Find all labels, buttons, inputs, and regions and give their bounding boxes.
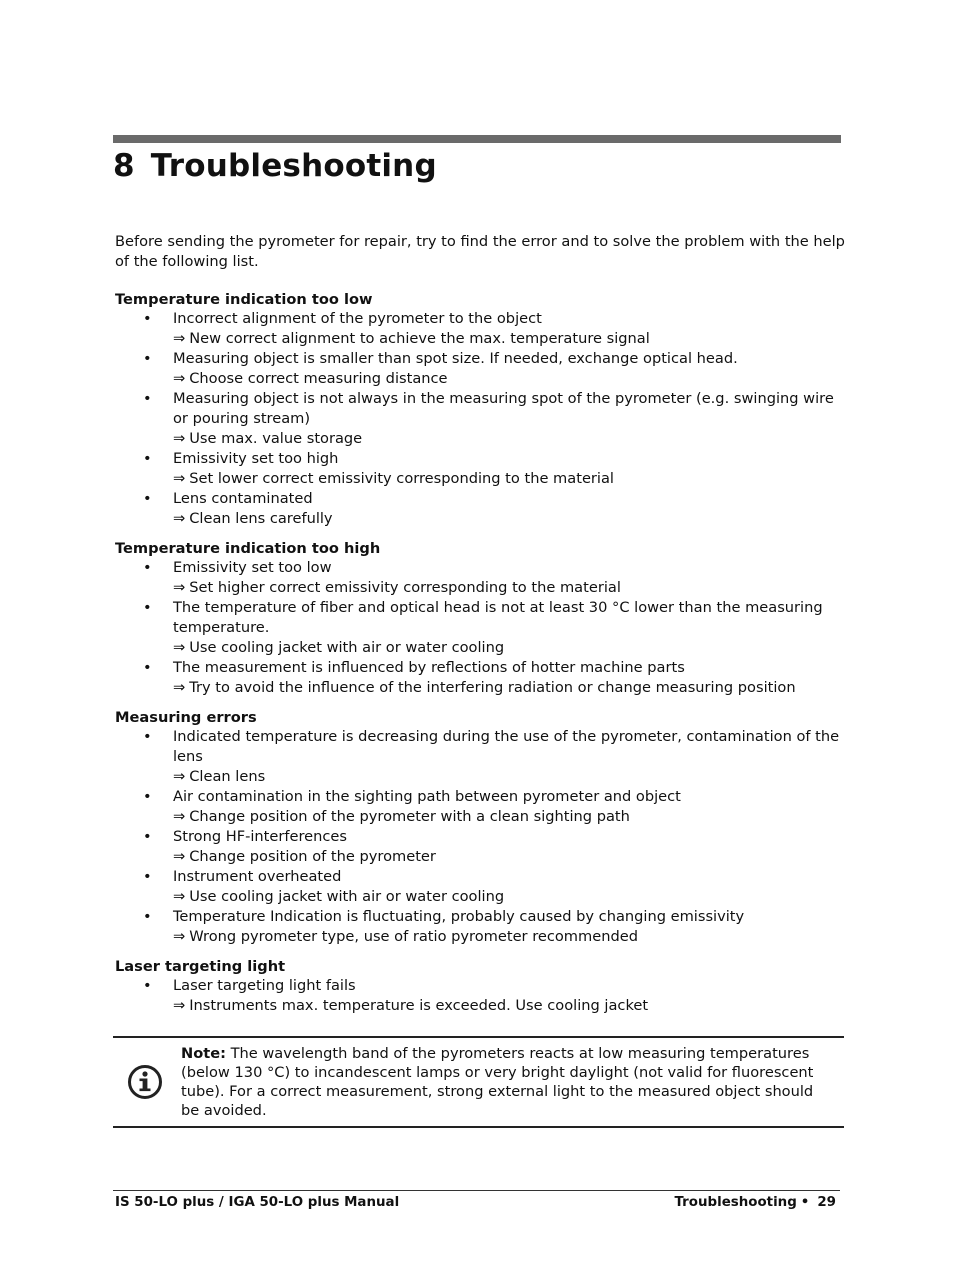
issue-remedy bbox=[173, 509, 845, 529]
issue-remedy bbox=[173, 638, 845, 658]
issue-item bbox=[115, 658, 845, 698]
issue-problem: The temperature of fiber and optical head is not at least 30 °C lower than the measuring temperature. bbox=[173, 599, 823, 636]
implies-arrow-icon: ⇒ bbox=[173, 679, 186, 696]
remedy-text: Use max. value storage bbox=[189, 430, 363, 447]
footer-section: Troubleshooting bbox=[674, 1195, 797, 1210]
issue-problem: Measuring object is smaller than spot size. If needed, exchange optical head. bbox=[173, 350, 738, 367]
info-icon bbox=[127, 1064, 163, 1100]
issue-remedy bbox=[173, 678, 845, 698]
issue-item bbox=[115, 907, 845, 947]
implies-arrow-icon: ⇒ bbox=[173, 997, 186, 1014]
remedy-text: Change position of the pyrometer with a clean sighting path bbox=[189, 808, 630, 825]
issue-remedy bbox=[173, 369, 845, 389]
issue-remedy bbox=[173, 927, 845, 947]
chapter-number: 8 bbox=[113, 148, 135, 184]
issue-item bbox=[115, 389, 845, 449]
issue-item bbox=[115, 727, 845, 787]
issue-problem: Emissivity set too high bbox=[173, 450, 339, 467]
implies-arrow-icon: ⇒ bbox=[173, 370, 186, 387]
issue-item bbox=[115, 787, 845, 827]
issue-item bbox=[115, 827, 845, 867]
issue-problem: Emissivity set too low bbox=[173, 559, 332, 576]
intro-paragraph: Before sending the pyrometer for repair, try to find the error and to solve the problem with the help of the following list. bbox=[115, 233, 845, 270]
section-title: Temperature indication too high bbox=[115, 540, 381, 557]
issue-remedy bbox=[173, 469, 845, 489]
bullet-icon: • bbox=[143, 659, 152, 676]
remedy-text: Instruments max. temperature is exceeded. Use cooling jacket bbox=[189, 997, 649, 1014]
bullet-icon: • bbox=[143, 977, 152, 994]
remedy-text: Choose correct measuring distance bbox=[189, 370, 448, 387]
issue-item bbox=[115, 449, 845, 489]
bullet-icon: • bbox=[143, 350, 152, 367]
section-title: Laser targeting light bbox=[115, 958, 286, 975]
issue-remedy bbox=[173, 847, 845, 867]
issue-problem: Laser targeting light fails bbox=[173, 977, 356, 994]
footer-separator: • bbox=[800, 1195, 810, 1210]
issue-item bbox=[115, 976, 845, 1016]
issue-item bbox=[115, 598, 845, 658]
issue-problem: Lens contaminated bbox=[173, 490, 313, 507]
implies-arrow-icon: ⇒ bbox=[173, 808, 186, 825]
implies-arrow-icon: ⇒ bbox=[173, 888, 186, 905]
issue-remedy bbox=[173, 807, 845, 827]
footer-manual-title: IS 50-LO plus / IGA 50-LO plus Manual bbox=[115, 1195, 400, 1210]
remedy-text: Clean lens carefully bbox=[189, 510, 333, 527]
issue-problem: The measurement is influenced by reflections of hotter machine parts bbox=[173, 659, 685, 676]
remedy-text: Set lower correct emissivity corresponding to the material bbox=[189, 470, 614, 487]
implies-arrow-icon: ⇒ bbox=[173, 848, 186, 865]
bullet-icon: • bbox=[143, 559, 152, 576]
footer-rule bbox=[113, 1190, 840, 1191]
note-body: The wavelength band of the pyrometers reacts at low measuring temperatures (below 130 °C) to incandescent lamps or very bright daylight (not valid for fluorescent tube). For a correct measurement, strong external light to the measured object should be avoided. bbox=[181, 1045, 814, 1119]
implies-arrow-icon: ⇒ bbox=[173, 470, 186, 487]
issue-item bbox=[115, 349, 845, 389]
implies-arrow-icon: ⇒ bbox=[173, 768, 186, 785]
issue-problem: Instrument overheated bbox=[173, 868, 342, 885]
issue-item bbox=[115, 489, 845, 529]
remedy-text: Set higher correct emissivity corresponding to the material bbox=[189, 579, 621, 596]
remedy-text: New correct alignment to achieve the max. temperature signal bbox=[189, 330, 650, 347]
note-box bbox=[113, 1036, 844, 1128]
issue-list bbox=[115, 727, 845, 947]
implies-arrow-icon: ⇒ bbox=[173, 430, 186, 447]
issue-problem: Temperature Indication is fluctuating, probably caused by changing emissivity bbox=[173, 908, 745, 925]
implies-arrow-icon: ⇒ bbox=[173, 330, 186, 347]
issue-remedy bbox=[173, 996, 845, 1016]
note-text bbox=[181, 1044, 836, 1120]
bullet-icon: • bbox=[143, 908, 152, 925]
implies-arrow-icon: ⇒ bbox=[173, 639, 186, 656]
remedy-text: Try to avoid the influence of the interfering radiation or change measuring position bbox=[189, 679, 796, 696]
issue-item bbox=[115, 558, 845, 598]
issue-remedy bbox=[173, 329, 845, 349]
issue-remedy bbox=[173, 429, 845, 449]
bullet-icon: • bbox=[143, 490, 152, 507]
section-title: Temperature indication too low bbox=[115, 291, 373, 308]
bullet-icon: • bbox=[143, 828, 152, 845]
issue-remedy bbox=[173, 767, 845, 787]
bullet-icon: • bbox=[143, 310, 152, 327]
section-title: Measuring errors bbox=[115, 709, 257, 726]
bullet-icon: • bbox=[143, 599, 152, 616]
implies-arrow-icon: ⇒ bbox=[173, 579, 186, 596]
issue-remedy bbox=[173, 887, 845, 907]
issue-item bbox=[115, 309, 845, 349]
bullet-icon: • bbox=[143, 390, 152, 407]
page-number: 29 bbox=[817, 1195, 836, 1210]
bullet-icon: • bbox=[143, 788, 152, 805]
issue-problem: Measuring object is not always in the measuring spot of the pyrometer (e.g. swinging wire or pouring stream) bbox=[173, 390, 834, 427]
remedy-text: Use cooling jacket with air or water cooling bbox=[189, 888, 505, 905]
footer-page-info bbox=[675, 1194, 836, 1212]
issue-problem: Incorrect alignment of the pyrometer to the object bbox=[173, 310, 542, 327]
remedy-text: Change position of the pyrometer bbox=[189, 848, 436, 865]
issue-list bbox=[115, 976, 845, 1016]
issue-list bbox=[115, 309, 845, 529]
remedy-text: Clean lens bbox=[189, 768, 266, 785]
chapter-rule bbox=[113, 135, 841, 143]
bullet-icon: • bbox=[143, 868, 152, 885]
remedy-text: Wrong pyrometer type, use of ratio pyrometer recommended bbox=[189, 928, 638, 945]
issue-list bbox=[115, 558, 845, 698]
issue-item bbox=[115, 867, 845, 907]
issue-remedy bbox=[173, 578, 845, 598]
bullet-icon: • bbox=[143, 450, 152, 467]
remedy-text: Use cooling jacket with air or water cooling bbox=[189, 639, 505, 656]
issue-problem: Strong HF-interferences bbox=[173, 828, 348, 845]
issue-problem: Indicated temperature is decreasing during the use of the pyrometer, contamination of the lens bbox=[173, 728, 840, 765]
implies-arrow-icon: ⇒ bbox=[173, 510, 186, 527]
note-label: Note: bbox=[181, 1045, 226, 1062]
troubleshooting-list bbox=[115, 290, 845, 1026]
chapter-heading bbox=[113, 146, 437, 186]
chapter-title: Troubleshooting bbox=[150, 148, 437, 184]
bullet-icon: • bbox=[143, 728, 152, 745]
issue-problem: Air contamination in the sighting path between pyrometer and object bbox=[173, 788, 681, 805]
implies-arrow-icon: ⇒ bbox=[173, 928, 186, 945]
